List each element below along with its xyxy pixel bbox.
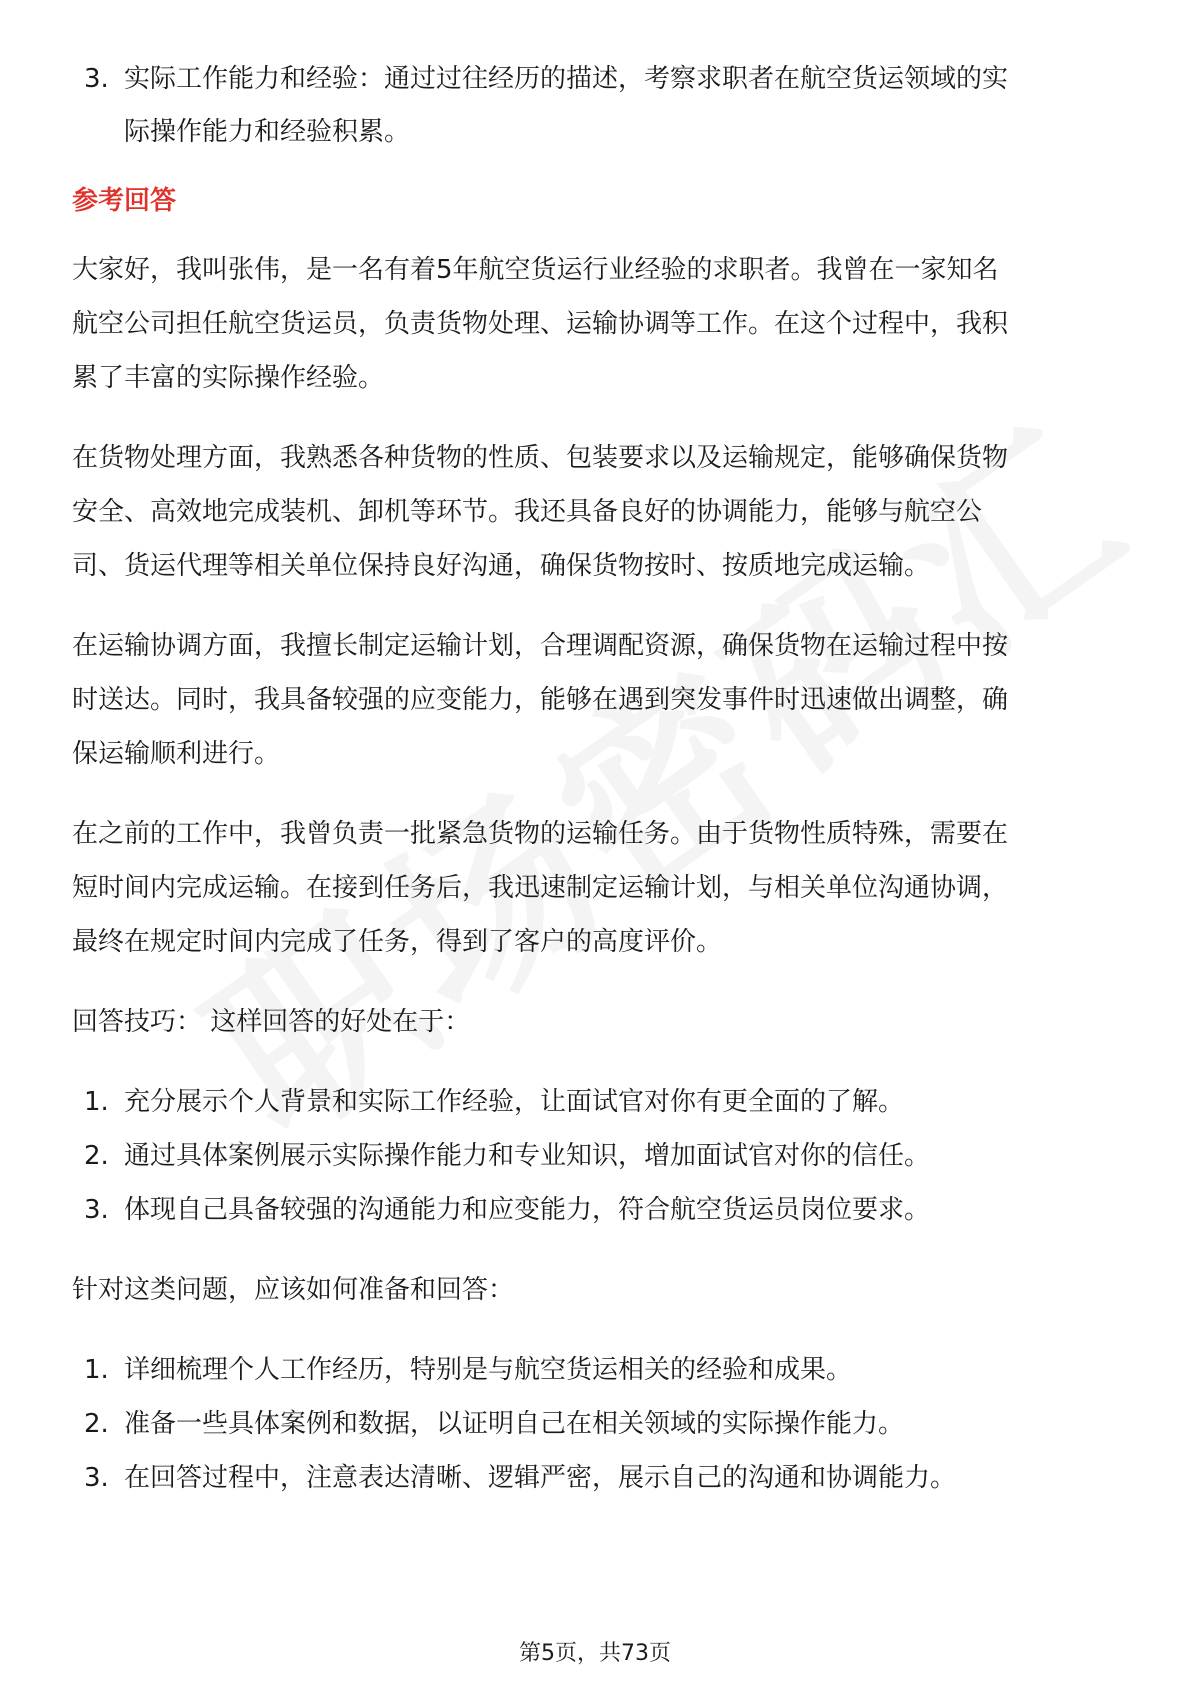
paragraph-line: 在运输协调方面，我擅长制定运输计划，合理调配资源，确保货物在运输过程中按 [72,631,1009,661]
list-item-text: 在回答过程中，注意表达清晰、逻辑严密，展示自己的沟通和协调能力。 [124,1463,957,1493]
list-item-text: 准备一些具体案例和数据，以证明自己在相关领域的实际操作能力。 [124,1409,905,1439]
section-heading: 参考回答 [72,186,177,216]
paragraph-line: 累了丰富的实际操作经验。 [72,363,385,393]
list-item [84,64,1008,94]
paragraph-line: 短时间内完成运输。在接到任务后，我迅速制定运输计划，与相关单位沟通协调， [72,873,1009,903]
list-item-number: 3. [84,1195,109,1225]
paragraph-line: 航空公司担任航空货运员，负责货物处理、运输协调等工作。在这个过程中，我积 [72,309,1009,339]
paragraph-line: 大家好，我叫张伟，是一名有着5年航空货运行业经验的求职者。我曾在一家知名 [72,255,999,285]
list-item [84,1463,956,1493]
list-item [84,1087,904,1117]
list-item-number: 2. [84,1409,109,1439]
paragraph-line: 保运输顺利进行。 [72,739,281,769]
prep-intro: 针对这类问题，应该如何准备和回答： [72,1275,515,1305]
list-item [84,1355,852,1385]
list-item-number: 1. [84,1087,109,1117]
list-item-number: 2. [84,1141,109,1171]
list-item-text: 详细梳理个人工作经历，特别是与航空货运相关的经验和成果。 [124,1355,853,1385]
list-item [84,1195,930,1225]
list-item-text: 实际工作能力和经验：通过过往经历的描述，考察求职者在航空货运领域的实 [124,64,1009,94]
list-item-text: 通过具体案例展示实际操作能力和专业知识，增加面试官对你的信任。 [124,1141,931,1171]
list-item-text: 充分展示个人背景和实际工作经验，让面试官对你有更全面的了解。 [124,1087,905,1117]
list-item-number: 3. [84,64,109,94]
paragraph-line: 最终在规定时间内完成了任务，得到了客户的高度评价。 [72,927,723,957]
list-item-text: 体现自己具备较强的沟通能力和应变能力，符合航空货运员岗位要求。 [124,1195,931,1225]
paragraph-line: 司、货运代理等相关单位保持良好沟通，确保货物按时、按质地完成运输。 [72,551,931,581]
paragraph-line: 在货物处理方面，我熟悉各种货物的性质、包装要求以及运输规定，能够确保货物 [72,443,1009,473]
tips-intro: 回答技巧： 这样回答的好处在于： [72,1007,471,1037]
list-item-continuation: 际操作能力和经验积累。 [124,117,411,147]
list-item-number: 3. [84,1463,109,1493]
list-item [84,1409,904,1439]
paragraph-line: 安全、高效地完成装机、卸机等环节。我还具备良好的协调能力，能够与航空公 [72,497,983,527]
page-number-footer: 第5页，共73页 [519,1641,671,1666]
paragraph-line: 在之前的工作中，我曾负责一批紧急货物的运输任务。由于货物性质特殊，需要在 [72,819,1009,849]
list-item [84,1141,930,1171]
list-item-number: 1. [84,1355,109,1385]
paragraph-line: 时送达。同时，我具备较强的应变能力，能够在遇到突发事件时迅速做出调整，确 [72,685,1009,715]
